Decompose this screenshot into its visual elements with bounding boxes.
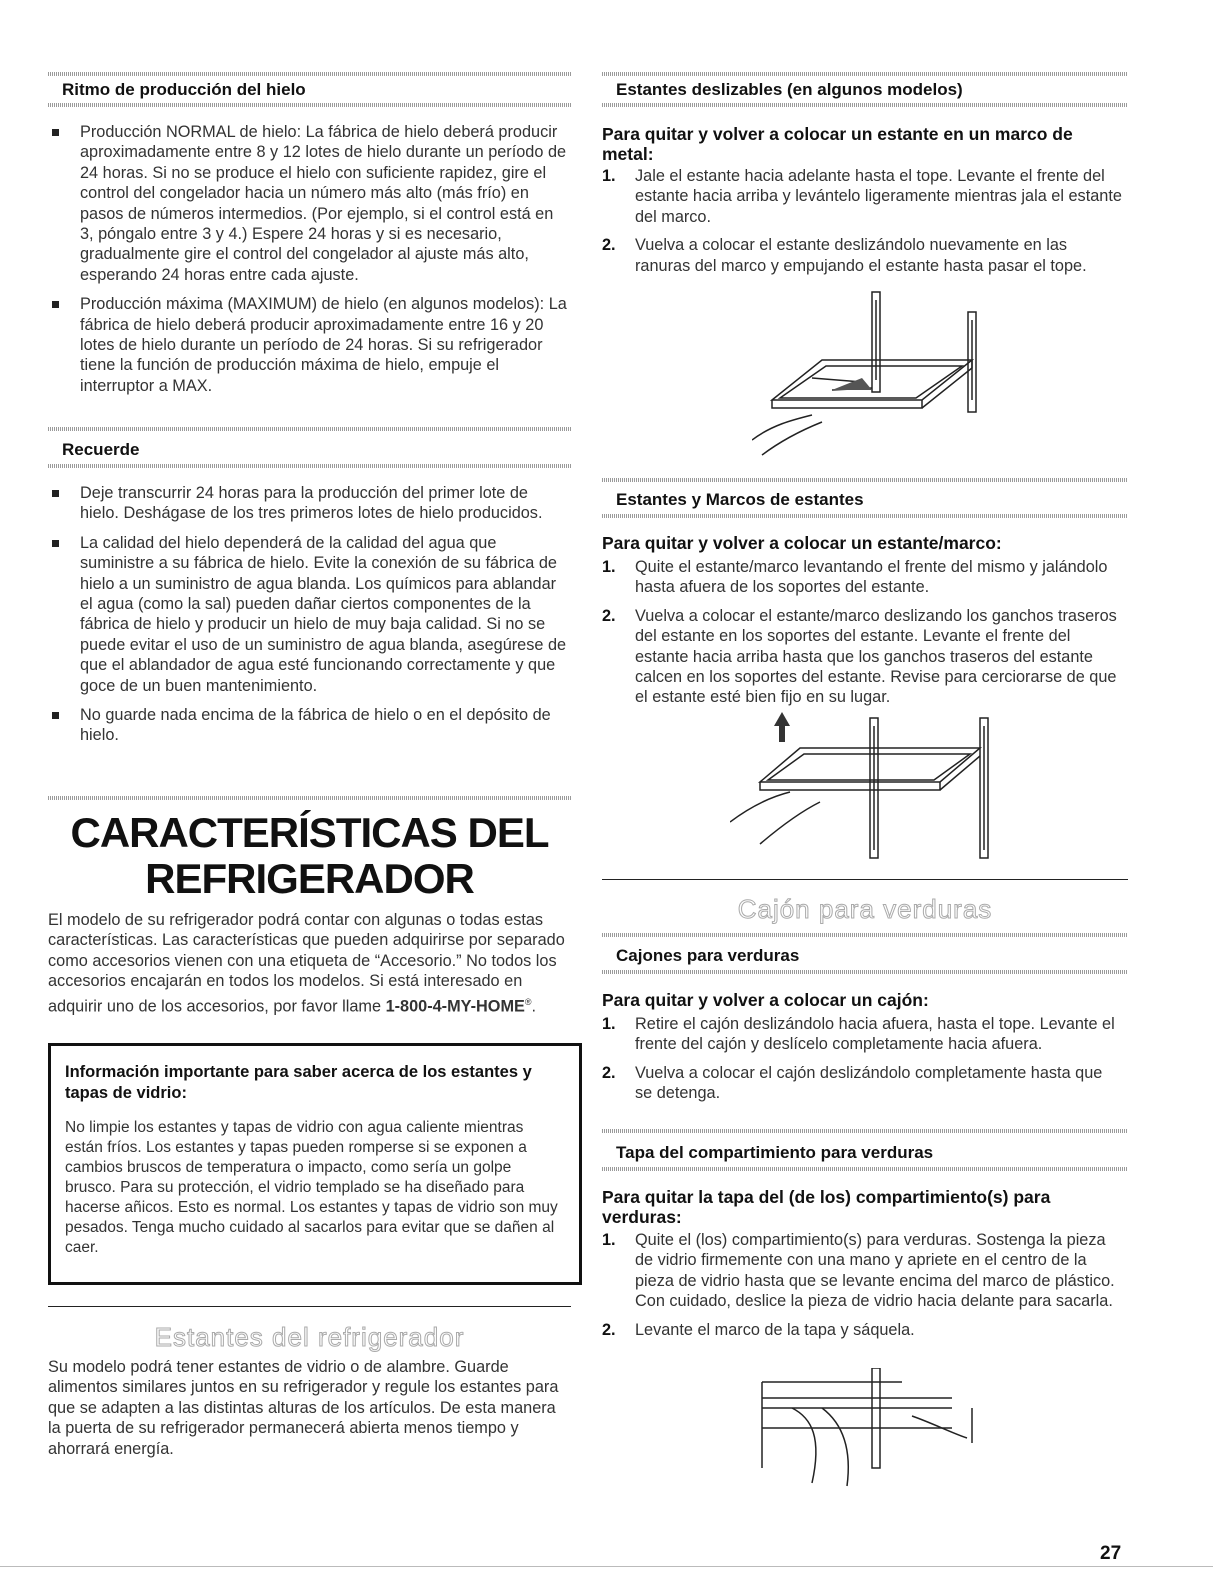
hatch-rule — [602, 478, 1128, 482]
info-box-title: Información importante para saber acerca de los estantes y tapas de vidrio: — [65, 1063, 532, 1102]
crisper-steps — [602, 1014, 1122, 1112]
frames-steps — [602, 557, 1122, 716]
list-item — [602, 606, 1122, 708]
ice-rate-list — [48, 122, 571, 405]
section-heading-sliding-shelves: Estantes deslizables (en algunos modelos) — [616, 80, 963, 99]
shelf-frame-illustration — [730, 712, 1000, 862]
step-text: Retire el cajón deslizándolo hacia afuera, hasta el tope. Levante el frente del cajón y deslícelo completamente hacia afuera. — [635, 1015, 1115, 1054]
hatch-rule — [602, 1129, 1128, 1133]
step-number: 1. — [602, 558, 616, 576]
crisper-title: Cajón para verduras — [737, 894, 993, 924]
page-title-line-2: REFRIGERADOR — [145, 855, 474, 902]
sliding-shelf-illustration — [752, 290, 992, 460]
phone-number: 1-800-4-MY-HOME — [385, 997, 525, 1016]
step-text: Vuelva a colocar el estante deslizándolo nuevamente en las ranuras del marco y empujando el estante hasta pasar el tope. — [635, 236, 1087, 275]
section-heading-shelf-frames: Estantes y Marcos de estantes — [616, 490, 864, 509]
remember-list — [48, 483, 571, 755]
hatch-rule — [602, 103, 1128, 107]
section-rule — [48, 1306, 571, 1307]
hatch-rule — [602, 72, 1128, 76]
page-title-line-1: CARACTERÍSTICAS DEL — [70, 809, 549, 856]
registered-mark: ® — [524, 996, 532, 1007]
step-number: 1. — [602, 1015, 616, 1033]
hatch-rule — [48, 464, 571, 468]
step-text: Vuelva a colocar el estante/marco deslizando los ganchos traseros del estante en los soportes del estante. Levante el frente del estante hacia arriba hasta que los ganchos traseros del estante calcen en los soportes del estante. Revise para cerciorarse de que el estante esté bien fijo en su lugar. — [635, 606, 1117, 707]
list-item — [602, 1230, 1122, 1312]
page-title — [48, 810, 571, 902]
hatch-rule — [48, 72, 571, 76]
subheading-frames: Para quitar y volver a colocar un estante/marco: — [602, 533, 1002, 553]
features-intro-end: . — [531, 997, 537, 1016]
list-item: La calidad del hielo dependerá de la calidad del agua que suministre a su fábrica de hielo. Evite la conexión de su fábrica de hielo a un suministro de agua blanda. Los químicos para ablandar el agua (como la sal) pueden dañar ciertos componentes de la fábrica de hielo y producir un hielo de muy baja calidad. Si no se puede evitar el uso de un suministro de agua blanda, asegúrese de que el ablandador de agua esté funcionando correctamente y que goce de un buen mantenimiento. — [48, 533, 571, 696]
hatch-rule — [602, 933, 1128, 937]
shelves-text: Su modelo podrá tener estantes de vidrio o de alambre. Guarde alimentos similares juntos en su refrigerador y regule los estantes para que se adapten a las distintas alturas de los artículos. De esta manera la puerta de su refrigerador permanecerá abierta menos tiempo y ahorrará energía. — [48, 1358, 559, 1458]
list-item: No guarde nada encima de la fábrica de hielo o en el depósito de hielo. — [48, 705, 571, 746]
section-rule — [602, 879, 1128, 880]
info-box-text: No limpie los estantes y tapas de vidrio con agua caliente mientras están fríos. Los estantes y tapas pueden romperse si se exponen a cambios bruscos de temperatura o impacto, como sería un golpe brusco. Para su protección, el vidrio templado se ha diseñado para hacerse añicos. Esto es normal. Los estantes y tapas de vidrio son muy pesados. Tenga mucho cuidado al sacarlos para evitar que se dañen al caer. — [65, 1119, 558, 1256]
list-item: Deje transcurrir 24 horas para la producción del primer lote de hielo. Deshágase de los tres primeros lotes de hielo producidos. — [48, 483, 571, 524]
sliding-steps — [602, 166, 1122, 284]
step-text: Levante el marco de la tapa y sáquela. — [635, 1320, 915, 1339]
list-item — [602, 1063, 1122, 1104]
step-number: 2. — [602, 236, 616, 255]
list-item: Producción NORMAL de hielo: La fábrica de hielo deberá producir aproximadamente entre 8 y 12 lotes de hielo durante un período de 24 horas. Si no se produce el hielo con suficiente rapidez, gire el control del congelador hacia un número más alto (más frío) en pasos de números intermedios. (Por ejemplo, si el control está en 3, póngalo entre 3 y 4.) Espere 24 horas y si es necesario, gradualmente gire el control del congelador al ajuste más alto, esperando 24 horas entre cada ajuste. — [48, 122, 571, 285]
step-number: 1. — [602, 167, 616, 185]
crisper-cover-steps — [602, 1230, 1122, 1348]
hatch-rule — [602, 1167, 1128, 1171]
features-intro — [48, 910, 571, 1016]
step-number: 2. — [602, 1320, 616, 1339]
features-intro-text: El modelo de su refrigerador podrá contar con algunas o todas estas características. Las características que pueden adquirirse por separado como accesorios vienen con una etiqueta de “Accesorio.” No todos los accesorios encajarán en todos los modelos. Si está interesado en adquirir uno de los accesorios, por favor llame — [48, 911, 565, 1016]
list-item — [602, 1014, 1122, 1055]
list-item — [602, 166, 1122, 227]
step-text: Jale el estante hacia adelante hasta el tope. Levante el frente del estante hacia arriba y levántelo ligeramente mientras jala el estante del marco. — [635, 167, 1122, 226]
hatch-rule — [602, 970, 1128, 974]
hatch-rule — [48, 427, 571, 431]
hatch-rule — [48, 103, 571, 107]
step-text: Quite el estante/marco levantando el frente del mismo y jalándolo hasta afuera de los soportes del estante. — [635, 558, 1108, 597]
section-heading-remember: Recuerde — [62, 440, 140, 459]
list-item — [602, 1320, 1122, 1340]
subheading-crispers: Para quitar y volver a colocar un cajón: — [602, 990, 929, 1010]
subheading-crisper-cover: Para quitar la tapa del (de los) compartimiento(s) para verduras: — [602, 1187, 1051, 1227]
language-side-tab — [1148, 812, 1188, 1057]
step-text: Vuelva a colocar el cajón deslizándolo completamente hasta que se detenga. — [635, 1063, 1103, 1103]
step-number: 2. — [602, 606, 616, 625]
section-heading-crisper-cover: Tapa del compartimiento para verduras — [616, 1143, 934, 1162]
hatch-rule — [48, 796, 571, 800]
list-item — [602, 557, 1122, 598]
step-number: 1. — [602, 1231, 616, 1249]
step-text: Quite el (los) compartimiento(s) para verduras. Sostenga la pieza de vidrio firmemente con una mano y apriete en el centro de la pieza de vidrio hasta que se levante encima del marco de plástico. Con cuidado, deslice la pieza de vidrio hacia delante para sacarla. — [635, 1231, 1115, 1311]
info-box — [48, 1043, 582, 1285]
bottom-rule — [0, 1566, 1213, 1567]
page-number: 27 — [1100, 1543, 1122, 1564]
step-number: 2. — [602, 1063, 616, 1082]
shelves-title: Estantes del refrigerador — [154, 1322, 465, 1352]
section-heading-crispers: Cajones para verduras — [616, 946, 800, 965]
list-item — [602, 235, 1122, 276]
section-heading-ice-rate: Ritmo de producción del hielo — [62, 80, 306, 99]
crisper-cover-illustration — [752, 1368, 982, 1493]
list-item: Producción máxima (MAXIMUM) de hielo (en algunos modelos): La fábrica de hielo deberá producir aproximadamente entre 16 y 20 lotes de hielo durante un período de 24 horas. Si su refrigerador tiene la función de producción máxima de hielo, empuje el interruptor a MAX. — [48, 294, 571, 396]
arrow-up-icon — [774, 712, 790, 742]
subheading-sliding: Para quitar y volver a colocar un estante en un marco de metal: — [602, 124, 1073, 164]
hatch-rule — [602, 514, 1128, 518]
